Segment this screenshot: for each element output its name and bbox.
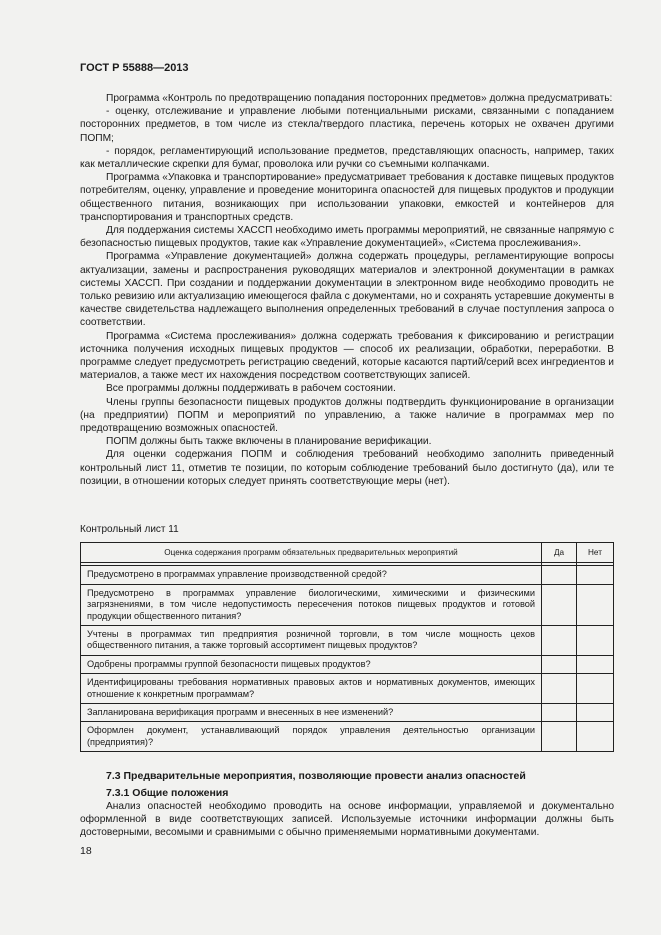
yes-cell bbox=[542, 626, 577, 656]
section-heading: 7.3 Предварительные мероприятия, позволяющие провести анализ опасностей bbox=[106, 770, 526, 782]
paragraph: Программа «Управление документацией» должна содержать процедуры, регламентирующие вопросы актуализации, замены и распространения руководящих материалов и электронной документации в рамках системы ХАССП. При создании и поддержании документации в электронном виде необходимо проводить не только ревизию или актуализацию имеющегося файла с документами, но и сохранять устаревшие документы в качестве свидетельства надлежащего выполнения определенных требований в случае поступления запроса о соответствии. bbox=[80, 251, 614, 329]
paragraph: Все программы должны поддерживать в рабочем состоянии. bbox=[106, 383, 396, 395]
paragraph: Анализ опасностей необходимо проводить на основе информации, управляемой и документально оформленной в виде соответствующих записей. Используемые источники информации должны быть достоверными, весомыми и сравнимыми с обычно применяемыми нормативными документами. bbox=[80, 801, 614, 839]
yes-cell bbox=[542, 704, 577, 722]
paragraph: Для оценки содержания ПОПМ и соблюдения требований необходимо заполнить приведенный контрольный лист 11, отметив те позиции, по которым соблюдение требований было достигнуто (да), или те позиции, в отношении которых следует принять соответствующие меры (нет). bbox=[80, 449, 614, 487]
paragraph: Программа «Упаковка и транспортирование» предусматривает требования к доставке пищевых продуктов потребителям, оценку, управление и проведение мониторинга опасностей для пищевых продуктов и продукции общественного питания, возникающих при использовании упаковки, емкостей и контейнеров для транспортирования и транспортных средств. bbox=[80, 172, 614, 223]
column-header-yes: Да bbox=[542, 543, 577, 563]
section-body bbox=[80, 800, 614, 840]
yes-cell bbox=[542, 655, 577, 673]
question-cell: Одобрены программы группой безопасности пищевых продуктов? bbox=[81, 655, 542, 673]
question-cell: Предусмотрено в программах управление производственной средой? bbox=[81, 566, 542, 584]
yes-cell bbox=[542, 674, 577, 704]
no-cell bbox=[577, 655, 614, 673]
table-row bbox=[81, 655, 614, 673]
question-cell: Идентифицированы требования нормативных правовых актов и нормативных документов, имеющих отношение к конкретным программам? bbox=[81, 674, 542, 704]
body-text bbox=[80, 92, 614, 488]
no-cell bbox=[577, 584, 614, 625]
no-cell bbox=[577, 674, 614, 704]
document-header: ГОСТ Р 55888—2013 bbox=[80, 62, 189, 74]
table-row bbox=[81, 704, 614, 722]
column-header-question: Оценка содержания программ обязательных предварительных мероприятий bbox=[81, 543, 542, 563]
paragraph: - порядок, регламентирующий использование предметов, представляющих опасность, например, таких как металлические скрепки для бумаг, проволока или ручки со съемными колпачками. bbox=[80, 145, 614, 171]
column-header-no: Нет bbox=[577, 543, 614, 563]
paragraph: ПОПМ должны быть также включены в планирование верификации. bbox=[106, 436, 432, 448]
no-cell bbox=[577, 566, 614, 584]
yes-cell bbox=[542, 584, 577, 625]
yes-cell bbox=[542, 722, 577, 752]
paragraph: Члены группы безопасности пищевых продуктов должны подтвердить функционирование в организации (на предприятии) ПОПМ и мероприятий по управлению, а также наличие в программах мер по предотвращению возможных опасностей. bbox=[80, 396, 614, 435]
no-cell bbox=[577, 626, 614, 656]
paragraph: - оценку, отслеживание и управление любыми потенциальными рисками, связанными с попаданием посторонних предметов, в том числе из стекла/твердого пластика, перечень которых не охвачен другими ПОПМ; bbox=[80, 106, 614, 144]
question-cell: Оформлен документ, устанавливающий порядок управления деятельностью организации (предприятия)? bbox=[81, 722, 542, 752]
yes-cell bbox=[542, 566, 577, 584]
table-row bbox=[81, 626, 614, 656]
subsection-heading: 7.3.1 Общие положения bbox=[106, 787, 229, 799]
paragraph: Программа «Контроль по предотвращению попадания посторонних предметов» должна предусматривать: bbox=[106, 93, 613, 104]
table-row bbox=[81, 674, 614, 704]
no-cell bbox=[577, 722, 614, 752]
table-row bbox=[81, 584, 614, 625]
question-cell: Учтены в программах тип предприятия розничной торговли, в том числе мощность цехов общественного питания, а также торговый ассортимент пищевых продуктов? bbox=[81, 626, 542, 656]
table-row bbox=[81, 566, 614, 584]
question-cell: Запланирована верификация программ и внесенных в нее изменений? bbox=[81, 704, 542, 722]
no-cell bbox=[577, 704, 614, 722]
checklist-caption: Контрольный лист 11 bbox=[80, 524, 179, 535]
checklist-header-row bbox=[81, 543, 614, 563]
checklist-table bbox=[80, 542, 614, 752]
page-number: 18 bbox=[80, 845, 92, 857]
paragraph: Для поддержания системы ХАССП необходимо иметь программы мероприятий, не связанные напрямую с безопасностью пищевых продуктов, такие как «Управление документацией», «Система прослеживания». bbox=[80, 225, 614, 250]
paragraph: Программа «Система прослеживания» должна содержать требования к фиксированию и регистрации источника получения исходных пищевых продуктов — способ их реализации, обработки, переработки. В программе следует предусмотреть регистрацию сведений, которые касаются партий/серий всех ингредиентов и материалов, а также мест их нахождения посредством соответствующих записей. bbox=[80, 330, 614, 382]
table-row bbox=[81, 722, 614, 752]
question-cell: Предусмотрено в программах управление биологическими, химическими и физическими загрязнениями, в том числе недопустимость пересечения потоков пищевых продуктов и готовой продукции общественного питания? bbox=[81, 584, 542, 625]
